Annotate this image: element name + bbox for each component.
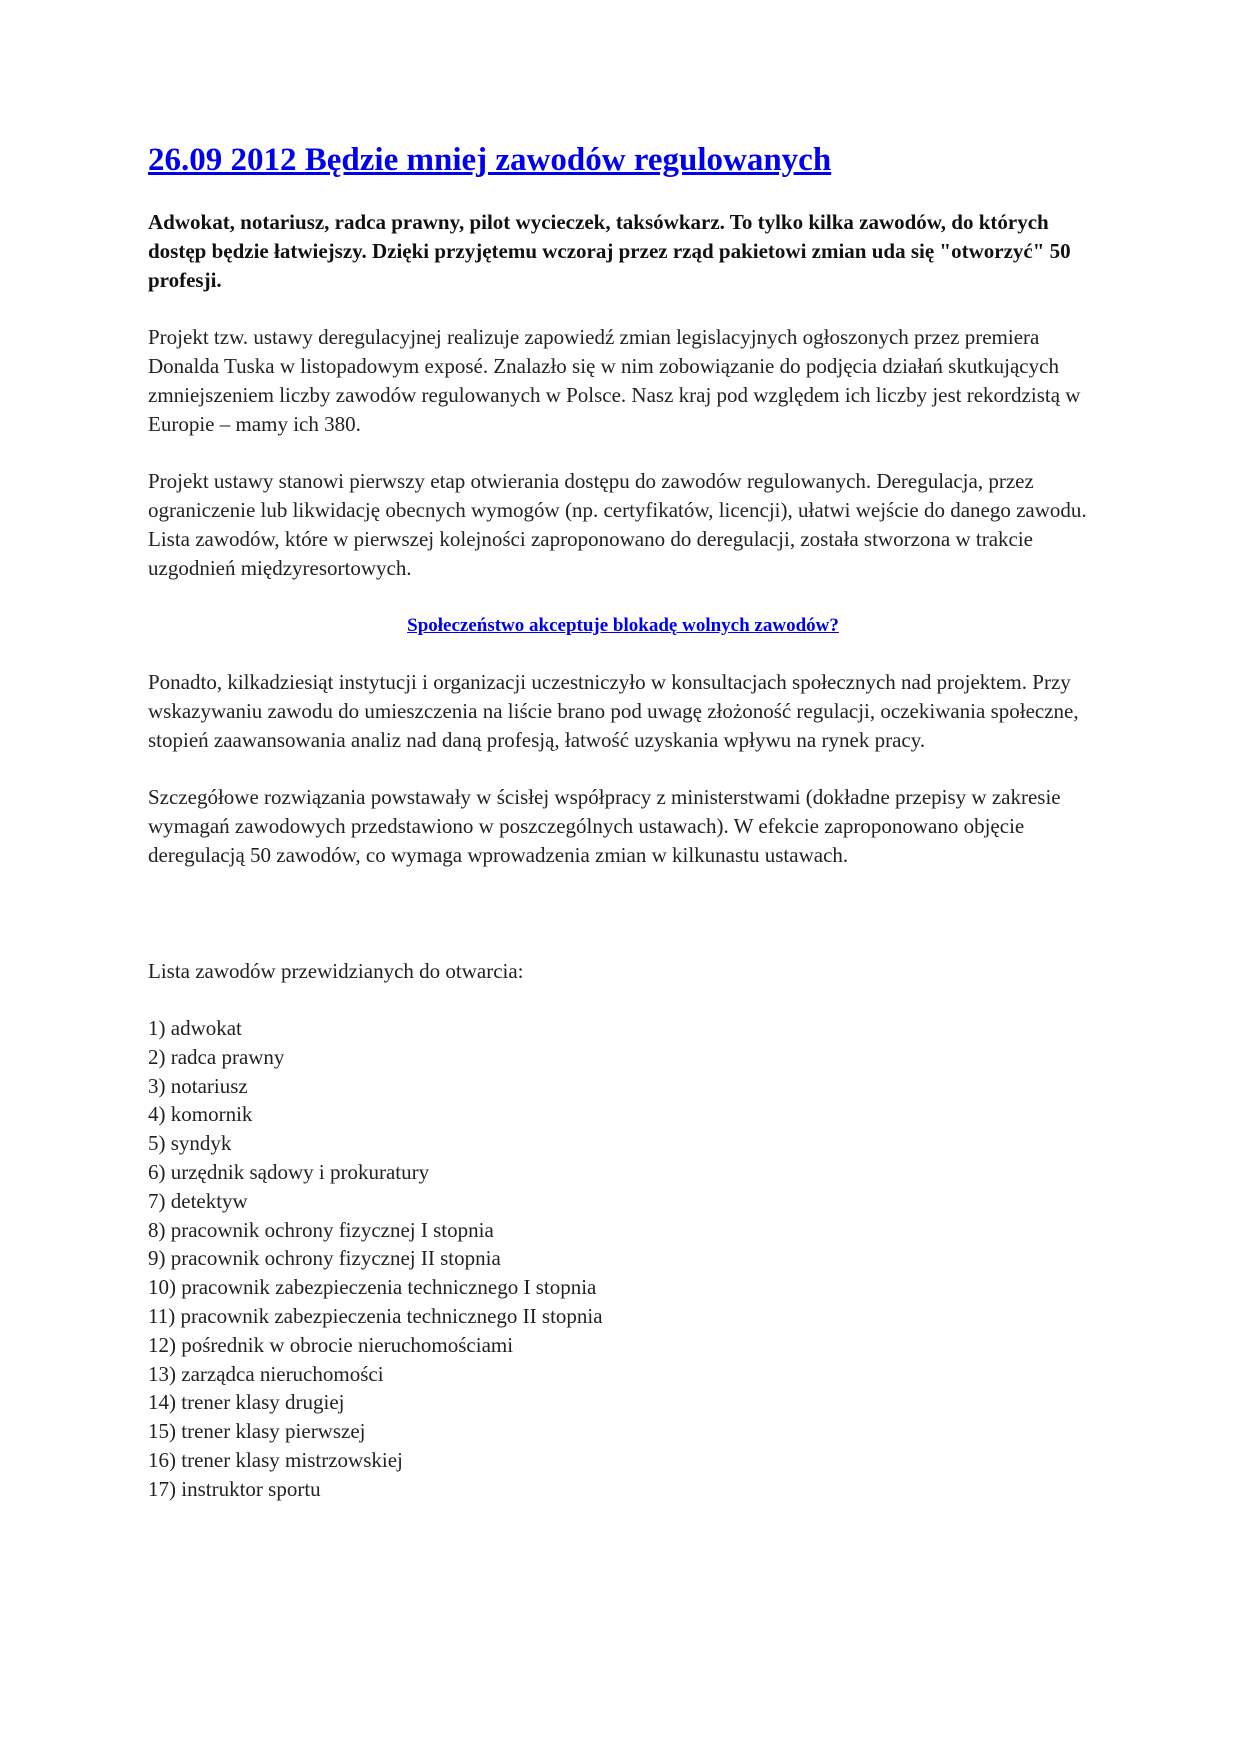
list-item: 1) adwokat [148, 1016, 242, 1040]
article-lead: Adwokat, notariusz, radca prawny, pilot wycieczek, taksówkarz. To tylko kilka zawodów, do których dostęp będzie łatwiejszy. Dzięki przyjętemu wczoraj przez rząd pakietowi zmian uda się "otworzyć" 50 profesji. [148, 210, 1071, 292]
article-title-link[interactable]: 26.09 2012 Będzie mniej zawodów regulowanych [148, 142, 832, 178]
list-item: 2) radca prawny [148, 1044, 285, 1069]
list-item: 8) pracownik ochrony fizycznej I stopnia [148, 1217, 494, 1242]
list-intro: Lista zawodów przewidzianych do otwarcia: [148, 959, 524, 983]
paragraph-1: Projekt tzw. ustawy deregulacyjnej realizuje zapowiedź zmian legislacyjnych ogłoszonych przez premiera Donalda Tuska w listopadowym exposé. Znalazło się w nim zobowiązanie do podjęcia działań skutkujących zmniejszeniem liczby zawodów regulowanych w Polsce. Nasz kraj pod względem ich liczby jest rekordzistą w Europie – mamy ich 380. [148, 325, 1081, 436]
list-item: 10) pracownik zabezpieczenia technicznego I stopnia [148, 1275, 597, 1300]
list-item: 4) komornik [148, 1102, 253, 1127]
list-item: 6) urzędnik sądowy i prokuratury [148, 1159, 430, 1184]
list-item: 9) pracownik ochrony fizycznej II stopnia [148, 1246, 501, 1271]
related-link-wrapper [148, 611, 1098, 640]
list-item: 5) syndyk [148, 1131, 232, 1156]
paragraph-3: Ponadto, kilkadziesiąt instytucji i organizacji uczestniczyło w konsultacjach społecznych nad projektem. Przy wskazywaniu zawodu do umieszczenia na liście brano pod uwagę złożoność regulacji, oczekiwania społeczne, stopień zaawansowania analiz nad daną profesją, łatwość uzyskania wpływu na rynek pracy. [148, 670, 1079, 752]
list-item: 11) pracownik zabezpieczenia technicznego II stopnia [148, 1303, 603, 1328]
list-item: 17) instruktor sportu [148, 1476, 321, 1501]
list-item: 12) pośrednik w obrocie nieruchomościami [148, 1332, 514, 1357]
list-item: 3) notariusz [148, 1073, 248, 1098]
document-page [148, 138, 1098, 1525]
paragraph-4: Szczegółowe rozwiązania powstawały w ścisłej współpracy z ministerstwami (dokładne przepisy w zakresie wymagań zawodowych przedstawiono w poszczególnych ustawach). W efekcie zaproponowano objęcie deregulacją 50 zawodów, co wymaga wprowadzenia zmian w kilkunastu ustawach. [148, 785, 1061, 867]
list-item: 15) trener klasy pierwszej [148, 1419, 366, 1444]
related-article-link[interactable]: Społeczeństwo akceptuje blokadę wolnych zawodów? [407, 615, 839, 636]
list-item: 7) detektyw [148, 1188, 248, 1213]
list-item: 13) zarządca nieruchomości [148, 1361, 384, 1386]
list-item: 14) trener klasy drugiej [148, 1390, 345, 1415]
professions-list [148, 1014, 1098, 1504]
list-item: 16) trener klasy mistrzowskiej [148, 1447, 403, 1472]
paragraph-2: Projekt ustawy stanowi pierwszy etap otwierania dostępu do zawodów regulowanych. Deregulacja, przez ograniczenie lub likwidację obecnych wymogów (np. certyfikatów, licencji), ułatwi wejście do danego zawodu. Lista zawodów, które w pierwszej kolejności zaproponowano do deregulacji, została stworzona w trakcie uzgodnień międzyresortowych. [148, 469, 1087, 580]
